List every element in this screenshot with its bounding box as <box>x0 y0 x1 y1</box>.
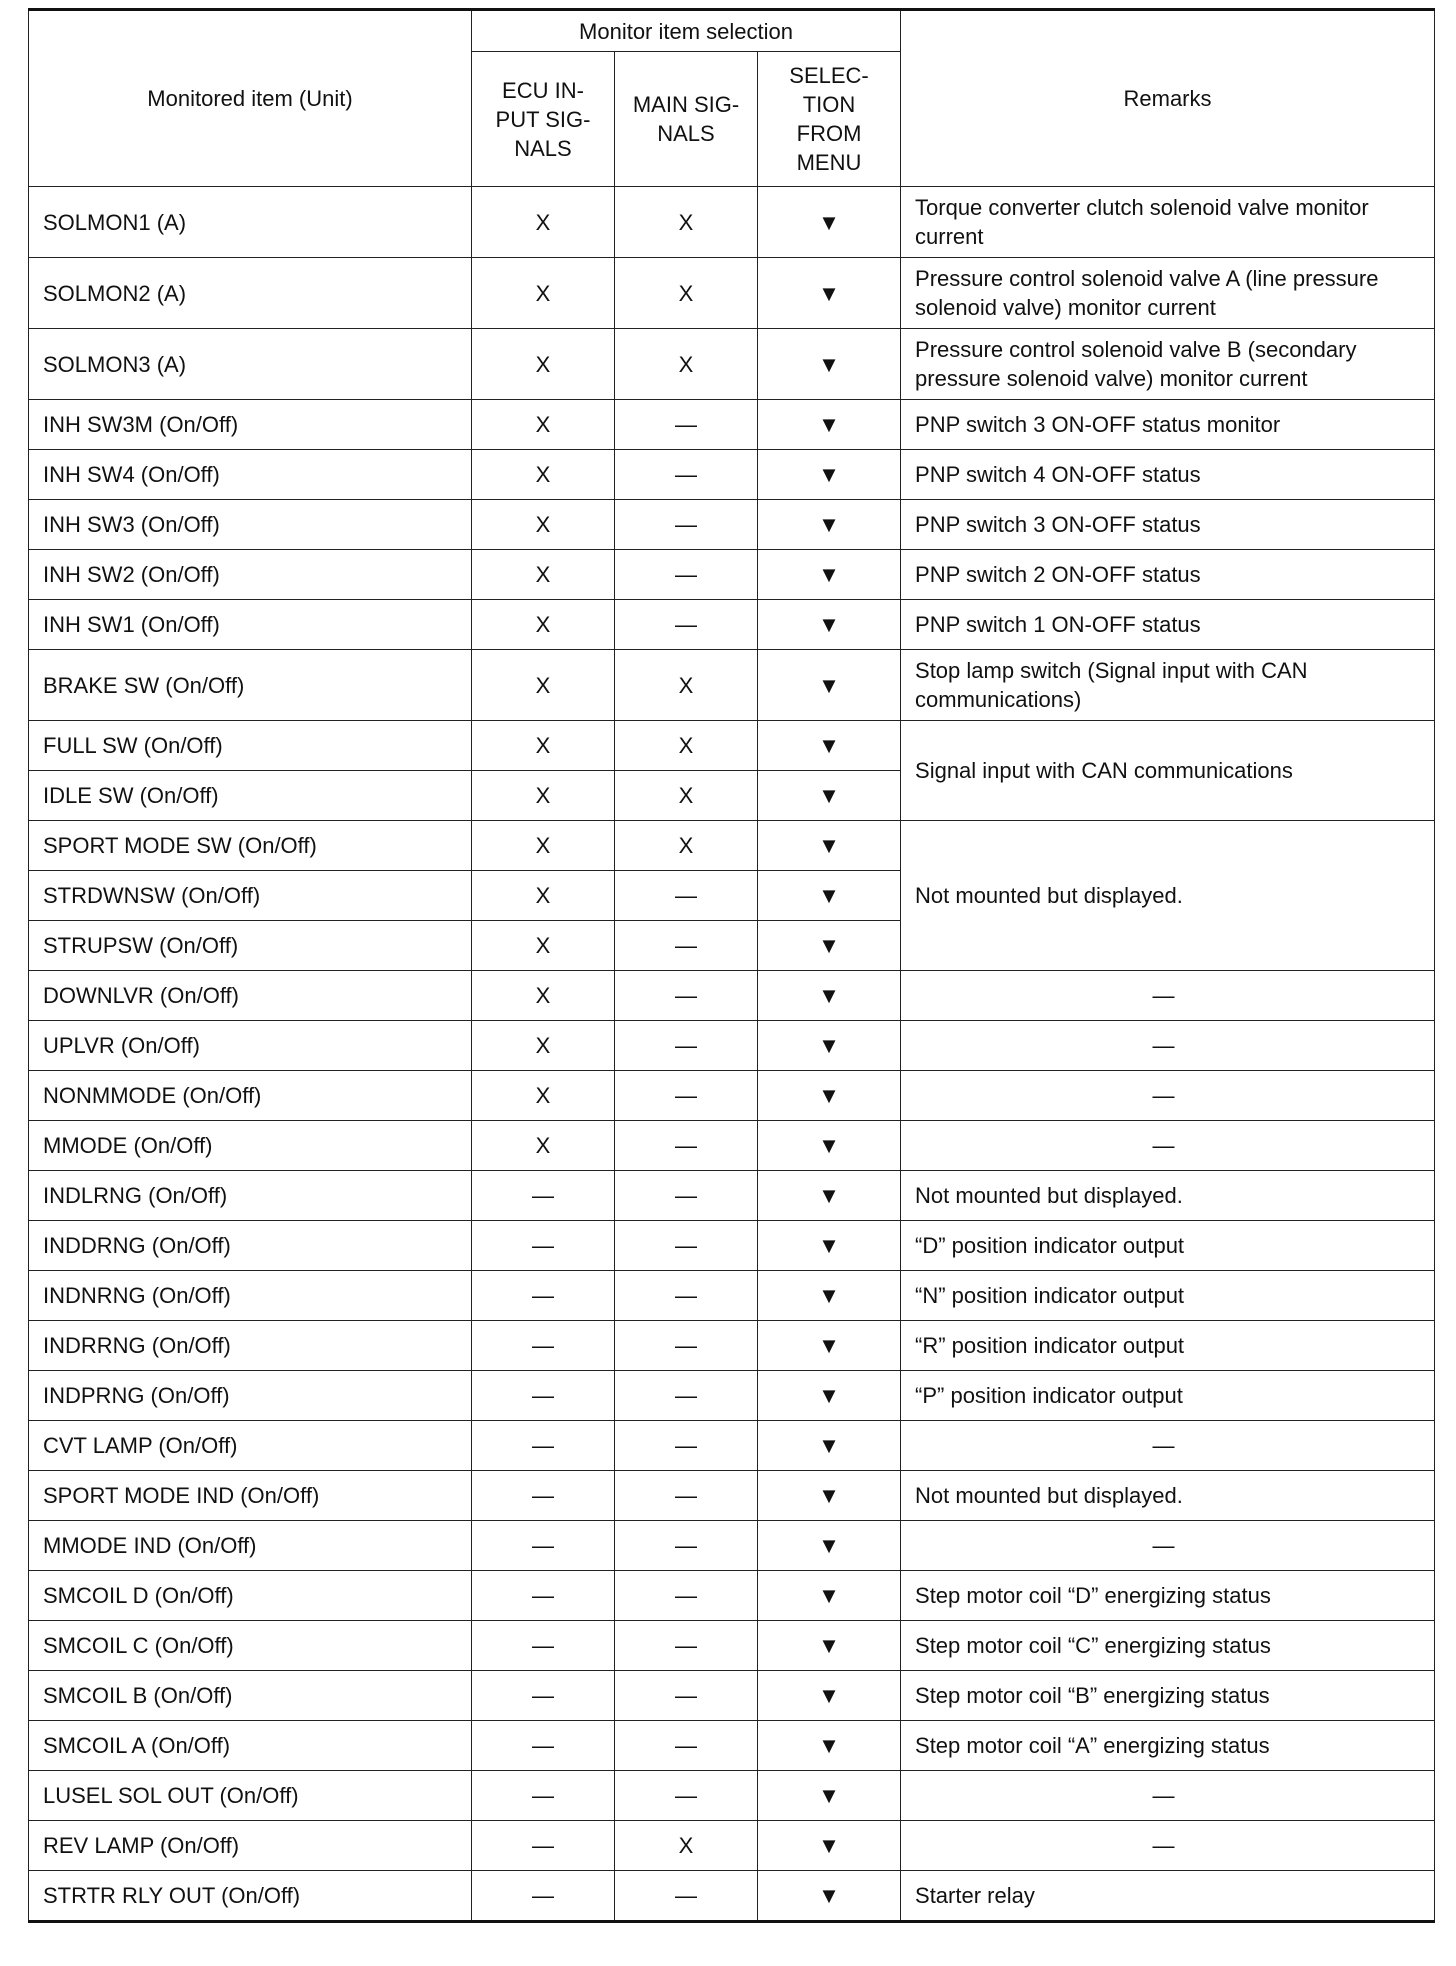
remarks-cell: Starter relay <box>901 1871 1435 1922</box>
ecu-input-cell: — <box>472 1871 615 1922</box>
monitored-item-cell: SMCOIL A (On/Off) <box>29 1721 472 1771</box>
main-signals-cell: — <box>615 1421 758 1471</box>
main-signals-cell: — <box>615 1171 758 1221</box>
selection-menu-cell: ▼ <box>758 400 901 450</box>
remarks-cell: Step motor coil “C” energizing status <box>901 1621 1435 1671</box>
selection-menu-cell: ▼ <box>758 971 901 1021</box>
col-header-selection-menu: SELEC- TION FROM MENU <box>758 52 901 187</box>
table-row <box>29 1321 1435 1371</box>
main-signals-cell: — <box>615 1571 758 1621</box>
selection-menu-cell: ▼ <box>758 1371 901 1421</box>
selection-menu-cell: ▼ <box>758 1171 901 1221</box>
table-row <box>29 1421 1435 1471</box>
remarks-cell: — <box>901 1821 1435 1871</box>
table-row <box>29 1571 1435 1621</box>
col-header-remarks: Remarks <box>901 10 1435 187</box>
monitored-item-cell: INDRRNG (On/Off) <box>29 1321 472 1371</box>
selection-menu-cell: ▼ <box>758 650 901 721</box>
selection-menu-cell: ▼ <box>758 550 901 600</box>
monitored-item-cell: SOLMON3 (A) <box>29 329 472 400</box>
table-row <box>29 329 1435 400</box>
main-signals-cell: — <box>615 921 758 971</box>
remarks-cell: PNP switch 2 ON-OFF status <box>901 550 1435 600</box>
main-signals-cell: — <box>615 1521 758 1571</box>
main-signals-cell: X <box>615 721 758 771</box>
monitored-item-cell: INH SW1 (On/Off) <box>29 600 472 650</box>
table-row <box>29 721 1435 771</box>
selection-menu-cell: ▼ <box>758 258 901 329</box>
remarks-cell: — <box>901 1421 1435 1471</box>
main-signals-cell: — <box>615 1271 758 1321</box>
remarks-cell: Not mounted but displayed. <box>901 821 1435 971</box>
table-row <box>29 1221 1435 1271</box>
remarks-cell: “N” position indicator output <box>901 1271 1435 1321</box>
monitored-item-cell: INH SW3M (On/Off) <box>29 400 472 450</box>
monitored-item-cell: BRAKE SW (On/Off) <box>29 650 472 721</box>
remarks-cell: — <box>901 971 1435 1021</box>
main-signals-cell: — <box>615 1021 758 1071</box>
selection-menu-cell: ▼ <box>758 721 901 771</box>
table-row <box>29 1371 1435 1421</box>
main-signals-cell: X <box>615 771 758 821</box>
remarks-cell: Pressure control solenoid valve A (line pressure solenoid valve) monitor current <box>901 258 1435 329</box>
selection-menu-cell: ▼ <box>758 187 901 258</box>
table-row <box>29 821 1435 871</box>
remarks-cell: PNP switch 3 ON-OFF status monitor <box>901 400 1435 450</box>
ecu-input-cell: — <box>472 1171 615 1221</box>
ecu-input-cell: — <box>472 1371 615 1421</box>
selection-menu-cell: ▼ <box>758 1471 901 1521</box>
main-signals-cell: — <box>615 1471 758 1521</box>
monitored-item-cell: INH SW3 (On/Off) <box>29 500 472 550</box>
remarks-cell: — <box>901 1121 1435 1171</box>
remarks-cell: “D” position indicator output <box>901 1221 1435 1271</box>
selection-menu-cell: ▼ <box>758 600 901 650</box>
remarks-cell: “R” position indicator output <box>901 1321 1435 1371</box>
table-row <box>29 1121 1435 1171</box>
table-row <box>29 1821 1435 1871</box>
remarks-cell: Not mounted but displayed. <box>901 1171 1435 1221</box>
main-signals-cell: X <box>615 187 758 258</box>
selection-menu-cell: ▼ <box>758 500 901 550</box>
remarks-cell: Pressure control solenoid valve B (secondary pressure solenoid valve) monitor current <box>901 329 1435 400</box>
selection-menu-cell: ▼ <box>758 1621 901 1671</box>
main-signals-cell: — <box>615 971 758 1021</box>
monitored-item-cell: DOWNLVR (On/Off) <box>29 971 472 1021</box>
remarks-cell: Not mounted but displayed. <box>901 1471 1435 1521</box>
main-signals-cell: X <box>615 258 758 329</box>
ecu-input-cell: — <box>472 1471 615 1521</box>
remarks-cell: Step motor coil “A” energizing status <box>901 1721 1435 1771</box>
main-signals-cell: X <box>615 650 758 721</box>
selection-menu-cell: ▼ <box>758 1671 901 1721</box>
monitored-item-cell: REV LAMP (On/Off) <box>29 1821 472 1871</box>
main-signals-cell: X <box>615 821 758 871</box>
monitored-item-cell: INDLRNG (On/Off) <box>29 1171 472 1221</box>
ecu-input-cell: X <box>472 721 615 771</box>
monitored-item-cell: INDPRNG (On/Off) <box>29 1371 472 1421</box>
main-signals-cell: — <box>615 1121 758 1171</box>
ecu-input-cell: — <box>472 1321 615 1371</box>
monitored-item-cell: UPLVR (On/Off) <box>29 1021 472 1071</box>
main-signals-cell: — <box>615 1671 758 1721</box>
remarks-cell: PNP switch 4 ON-OFF status <box>901 450 1435 500</box>
ecu-input-cell: X <box>472 187 615 258</box>
monitored-item-cell: NONMMODE (On/Off) <box>29 1071 472 1121</box>
ecu-input-cell: — <box>472 1521 615 1571</box>
remarks-cell: Signal input with CAN communications <box>901 721 1435 821</box>
main-signals-cell: — <box>615 871 758 921</box>
main-signals-cell: — <box>615 550 758 600</box>
monitored-item-cell: MMODE IND (On/Off) <box>29 1521 472 1571</box>
main-signals-cell: — <box>615 1071 758 1121</box>
selection-menu-cell: ▼ <box>758 1121 901 1171</box>
table-row <box>29 1171 1435 1221</box>
ecu-input-cell: — <box>472 1221 615 1271</box>
monitored-item-cell: MMODE (On/Off) <box>29 1121 472 1171</box>
selection-menu-cell: ▼ <box>758 1271 901 1321</box>
remarks-cell: — <box>901 1771 1435 1821</box>
col-header-monitored-item: Monitored item (Unit) <box>29 10 472 187</box>
ecu-input-cell: X <box>472 771 615 821</box>
ecu-input-cell: X <box>472 821 615 871</box>
table-row <box>29 971 1435 1021</box>
ecu-input-cell: — <box>472 1421 615 1471</box>
table-row <box>29 1721 1435 1771</box>
monitored-item-cell: SOLMON1 (A) <box>29 187 472 258</box>
main-signals-cell: — <box>615 1871 758 1922</box>
monitored-item-cell: INDDRNG (On/Off) <box>29 1221 472 1271</box>
monitored-item-cell: SPORT MODE IND (On/Off) <box>29 1471 472 1521</box>
main-signals-cell: X <box>615 329 758 400</box>
remarks-cell: — <box>901 1021 1435 1071</box>
table-row <box>29 500 1435 550</box>
table-row <box>29 1521 1435 1571</box>
selection-menu-cell: ▼ <box>758 1071 901 1121</box>
table-row <box>29 1021 1435 1071</box>
selection-menu-cell: ▼ <box>758 921 901 971</box>
main-signals-cell: — <box>615 450 758 500</box>
selection-menu-cell: ▼ <box>758 329 901 400</box>
remarks-cell: Step motor coil “B” energizing status <box>901 1671 1435 1721</box>
monitored-item-cell: SMCOIL D (On/Off) <box>29 1571 472 1621</box>
col-header-ecu-input: ECU IN- PUT SIG- NALS <box>472 52 615 187</box>
ecu-input-cell: — <box>472 1721 615 1771</box>
main-signals-cell: — <box>615 1721 758 1771</box>
main-signals-cell: — <box>615 1371 758 1421</box>
monitored-item-cell: FULL SW (On/Off) <box>29 721 472 771</box>
table-row <box>29 1621 1435 1671</box>
table-row <box>29 450 1435 500</box>
ecu-input-cell: X <box>472 871 615 921</box>
selection-menu-cell: ▼ <box>758 1821 901 1871</box>
col-header-group: Monitor item selection <box>472 10 901 52</box>
monitored-item-cell: STRDWNSW (On/Off) <box>29 871 472 921</box>
table-row <box>29 650 1435 721</box>
selection-menu-cell: ▼ <box>758 1871 901 1922</box>
remarks-cell: Torque converter clutch solenoid valve monitor current <box>901 187 1435 258</box>
table-body <box>29 187 1435 1922</box>
selection-menu-cell: ▼ <box>758 450 901 500</box>
table-row <box>29 550 1435 600</box>
selection-menu-cell: ▼ <box>758 1771 901 1821</box>
selection-menu-cell: ▼ <box>758 1021 901 1071</box>
main-signals-cell: — <box>615 400 758 450</box>
main-signals-cell: — <box>615 1771 758 1821</box>
ecu-input-cell: — <box>472 1571 615 1621</box>
selection-menu-cell: ▼ <box>758 1321 901 1371</box>
ecu-input-cell: X <box>472 1121 615 1171</box>
table-row <box>29 600 1435 650</box>
ecu-input-cell: — <box>472 1821 615 1871</box>
selection-menu-cell: ▼ <box>758 1721 901 1771</box>
monitored-item-cell: STRTR RLY OUT (On/Off) <box>29 1871 472 1922</box>
table-row <box>29 400 1435 450</box>
ecu-input-cell: X <box>472 450 615 500</box>
main-signals-cell: — <box>615 1621 758 1671</box>
table-row <box>29 1471 1435 1521</box>
selection-menu-cell: ▼ <box>758 1521 901 1571</box>
remarks-cell: — <box>901 1521 1435 1571</box>
ecu-input-cell: X <box>472 971 615 1021</box>
table-row <box>29 1871 1435 1922</box>
remarks-cell: “P” position indicator output <box>901 1371 1435 1421</box>
ecu-input-cell: — <box>472 1771 615 1821</box>
ecu-input-cell: X <box>472 258 615 329</box>
table-row <box>29 1771 1435 1821</box>
selection-menu-cell: ▼ <box>758 1421 901 1471</box>
main-signals-cell: — <box>615 1321 758 1371</box>
monitor-items-table <box>28 8 1435 1923</box>
main-signals-cell: X <box>615 1821 758 1871</box>
table-row <box>29 258 1435 329</box>
monitored-item-cell: INH SW4 (On/Off) <box>29 450 472 500</box>
remarks-cell: PNP switch 3 ON-OFF status <box>901 500 1435 550</box>
ecu-input-cell: X <box>472 1021 615 1071</box>
main-signals-cell: — <box>615 500 758 550</box>
ecu-input-cell: X <box>472 921 615 971</box>
table-row <box>29 1671 1435 1721</box>
monitored-item-cell: SMCOIL B (On/Off) <box>29 1671 472 1721</box>
main-signals-cell: — <box>615 1221 758 1271</box>
monitored-item-cell: LUSEL SOL OUT (On/Off) <box>29 1771 472 1821</box>
selection-menu-cell: ▼ <box>758 1571 901 1621</box>
monitored-item-cell: SMCOIL C (On/Off) <box>29 1621 472 1671</box>
selection-menu-cell: ▼ <box>758 1221 901 1271</box>
monitored-item-cell: CVT LAMP (On/Off) <box>29 1421 472 1471</box>
remarks-cell: Step motor coil “D” energizing status <box>901 1571 1435 1621</box>
ecu-input-cell: X <box>472 550 615 600</box>
monitored-item-cell: STRUPSW (On/Off) <box>29 921 472 971</box>
ecu-input-cell: — <box>472 1271 615 1321</box>
main-signals-cell: — <box>615 600 758 650</box>
ecu-input-cell: — <box>472 1621 615 1671</box>
remarks-cell: PNP switch 1 ON-OFF status <box>901 600 1435 650</box>
monitored-item-cell: SPORT MODE SW (On/Off) <box>29 821 472 871</box>
selection-menu-cell: ▼ <box>758 771 901 821</box>
monitored-item-cell: INH SW2 (On/Off) <box>29 550 472 600</box>
ecu-input-cell: X <box>472 329 615 400</box>
table-row <box>29 187 1435 258</box>
remarks-cell: — <box>901 1071 1435 1121</box>
ecu-input-cell: X <box>472 600 615 650</box>
monitored-item-cell: IDLE SW (On/Off) <box>29 771 472 821</box>
selection-menu-cell: ▼ <box>758 871 901 921</box>
ecu-input-cell: — <box>472 1671 615 1721</box>
remarks-cell: Stop lamp switch (Signal input with CAN communications) <box>901 650 1435 721</box>
selection-menu-cell: ▼ <box>758 821 901 871</box>
monitored-item-cell: INDNRNG (On/Off) <box>29 1271 472 1321</box>
col-header-main-signals: MAIN SIG- NALS <box>615 52 758 187</box>
table-row <box>29 1071 1435 1121</box>
ecu-input-cell: X <box>472 400 615 450</box>
ecu-input-cell: X <box>472 500 615 550</box>
ecu-input-cell: X <box>472 650 615 721</box>
monitored-item-cell: SOLMON2 (A) <box>29 258 472 329</box>
table-row <box>29 1271 1435 1321</box>
ecu-input-cell: X <box>472 1071 615 1121</box>
